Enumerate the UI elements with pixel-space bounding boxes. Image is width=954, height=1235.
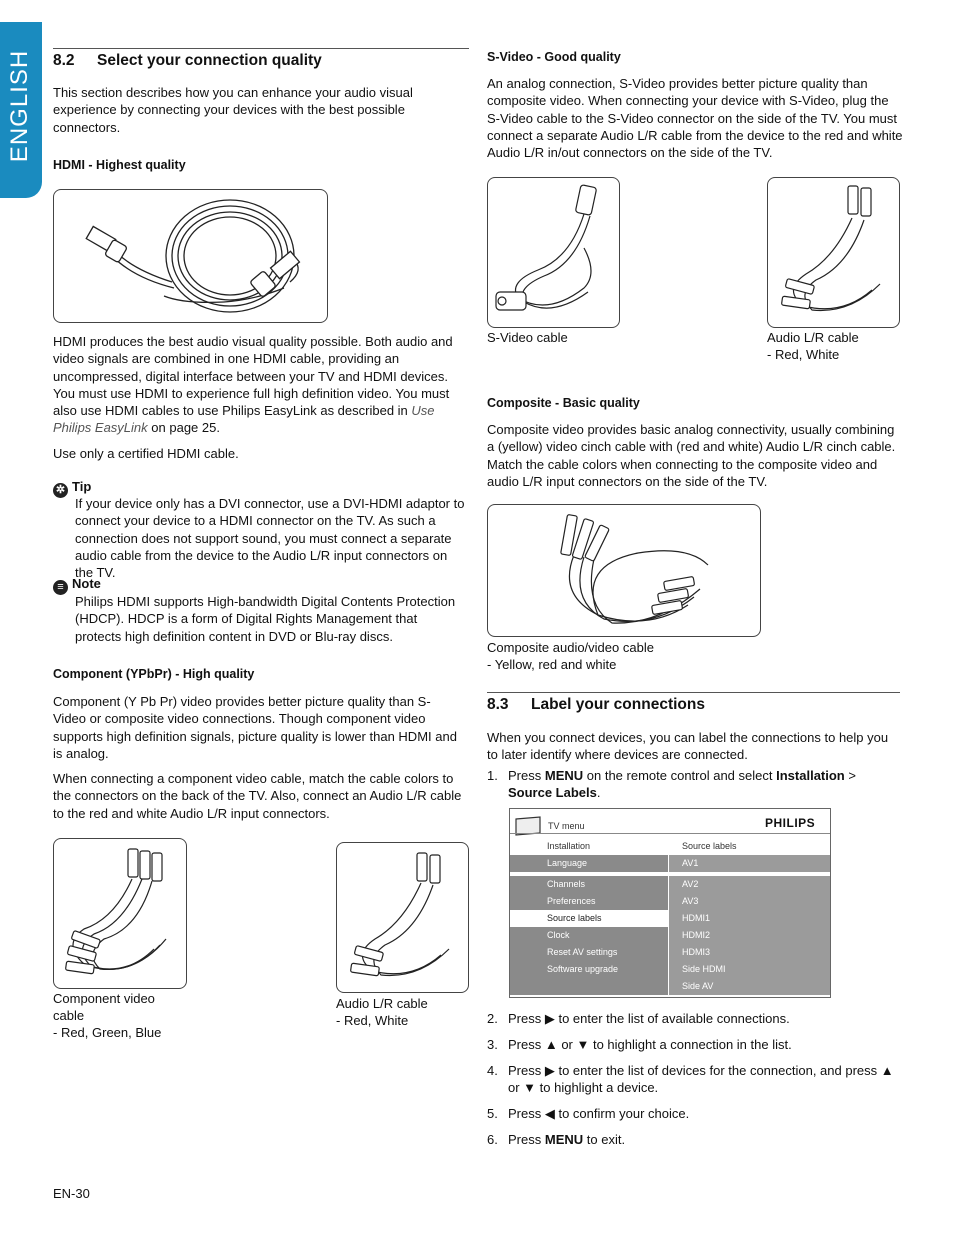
note-icon: ≡ [53,580,68,595]
svideo-heading: S-Video - Good quality [487,50,621,64]
component-caption [53,990,161,1041]
step-2 [487,1010,900,1027]
menu-key: MENU [544,768,584,783]
audio-cable-figure-left [336,842,469,993]
composite-cable-figure [487,504,761,637]
audio-cable-figure-right [767,177,900,328]
tv-menu-row[interactable] [510,944,830,961]
step-3 [487,1036,900,1053]
composite-paragraph: Composite video provides basic analog connectivity, usually combining a (yellow) video cinch cable with (red and white) Audio L/R cinch cable. Match the cable colors when connecting to the composite video and audio L/R input connectors on the side of the TV. [487,422,896,489]
step-1-separator: > [848,768,856,783]
tv-menu-item-label: Language [547,858,588,868]
easylink-reference-link[interactable]: Use Philips EasyLink [53,403,435,436]
note-text: Philips HDMI supports High-bandwidth Digital Contents Protection (HDCP). HDCP is a form of Digital Rights Management that protects high definition content in DVD or Blu-ray discs. [75,594,456,644]
section-number: 8.2 [53,52,75,69]
step-number: 5. [487,1106,498,1121]
page-number: EN-30 [53,1186,90,1201]
svideo-cable-illustration [488,178,619,327]
audio-caption-right [767,329,859,363]
audio-cable-illustration-left [337,843,468,992]
step-1-text-a: Press [508,768,542,783]
audio-caption-right-line-2: - Red, White [767,347,840,362]
tv-menu-row[interactable] [510,961,830,978]
note-label: Note [72,576,101,591]
tip-icon: ✲ [53,483,68,498]
section-rule-8-3 [487,692,900,693]
hdmi-paragraph [53,333,463,437]
tv-menu-col-left: Installation [547,841,591,851]
component-paragraph-2: When connecting a component video cable, match the cable colors to the connectors on the back of the TV. Also, connect an Audio L/R cable to the red and white Audio L/R input connectors. [53,771,462,821]
tv-menu-source-label: HDMI2 [682,930,711,940]
tv-menu-divider [510,833,830,834]
step-1-period: . [596,785,601,800]
section-title: Select your connection quality [97,52,322,69]
composite-caption-line-2: - Yellow, red and white [487,657,617,672]
step-number: 2. [487,1011,498,1026]
hdmi-heading: HDMI - Highest quality [53,158,186,172]
tv-menu-row[interactable] [510,978,830,995]
tv-menu-screenshot [509,808,831,998]
component-caption-line-2: cable [53,1008,85,1023]
component-caption-line-1: Component video [53,991,155,1006]
section-number-8-3: 8.3 [487,696,509,713]
audio-caption-left [336,995,428,1029]
tv-menu-source-label: HDMI1 [682,913,711,923]
step-4 [487,1062,900,1096]
step-1-text-c: on the remote control and select [586,768,773,783]
step-1: 1. Press MENU on the remote control and select Installation > Source Labels. [487,768,856,800]
tv-menu-row[interactable] [510,910,830,927]
composite-caption-line-1: Composite audio/video cable [487,640,654,655]
audio-caption-left-line-2: - Red, White [336,1013,409,1028]
installation-item: Installation [776,768,845,783]
tv-menu-source-label: Side HDMI [682,964,726,974]
certified-hdmi-note: Use only a certified HDMI cable. [53,446,239,461]
step-6-text-a: Press [508,1132,542,1147]
tv-menu-left-cell [510,876,668,893]
step-6-text-c: to exit. [586,1132,626,1147]
tv-menu-item-label: Source labels [547,913,602,923]
tv-menu-source-label: Side AV [682,981,714,991]
tv-menu-source-label: HDMI3 [682,947,711,957]
composite-caption [487,639,654,673]
step-text: Press ▶ to enter the list of available connections. [508,1011,790,1026]
step-number: 3. [487,1037,498,1052]
tv-menu-item-label: Software upgrade [547,964,619,974]
tv-menu-left-cell [510,927,668,944]
tv-menu-source-label: AV2 [682,879,699,889]
audio-caption-left-line-1: Audio L/R cable [336,996,428,1011]
component-cable-illustration [54,839,186,988]
section-title-8-3: Label your connections [531,696,705,713]
section-heading-8-3 [487,696,705,714]
tv-menu-row[interactable] [510,855,830,872]
tv-menu-col-right: Source labels [682,841,737,851]
svideo-cable-figure [487,177,620,328]
audio-caption-right-line-1: Audio L/R cable [767,330,859,345]
composite-heading: Composite - Basic quality [487,396,640,410]
step-text: Press ▲ or ▼ to highlight a connection in the list. [508,1037,792,1052]
tv-menu-item-label: Channels [547,879,586,889]
hdmi-cable-figure [53,189,328,323]
hdmi-paragraph-text: HDMI produces the best audio visual quality possible. Both audio and video signals are combined in one HDMI cable, providing an uncompressed, digital interface between your TV and HDMI devices. You must use HDMI to experience full high definition video. You must also use HDMI cables to use Philips EasyLink as described in [53,334,453,419]
section-heading-8-2 [53,52,322,70]
tip-label: Tip [72,479,92,494]
component-cable-figure [53,838,187,989]
step-6: 6. Press MENU to exit. [487,1132,626,1147]
tv-menu-row[interactable] [510,893,830,910]
tv-menu-item-label: Reset AV settings [547,947,618,957]
step-text: Press ◀ to confirm your choice. [508,1106,690,1121]
intro-paragraph: This section describes how you can enhance your audio visual experience by connecting your devices with the best possible connectors. [53,85,413,135]
tv-menu-source-label: AV1 [682,858,699,868]
hdmi-paragraph-end: on page 25. [151,420,220,436]
step-number: 4. [487,1063,498,1078]
tv-menu-row[interactable] [510,927,830,944]
svideo-caption: S-Video cable [487,330,568,345]
audio-cable-illustration-right [768,178,899,327]
label-intro: When you connect devices, you can label the connections to help you to later identify where devices are connected. [487,730,889,763]
component-caption-line-3: - Red, Green, Blue [53,1025,162,1040]
component-heading: Component (YPbPr) - High quality [53,667,255,681]
section-rule [53,48,469,49]
composite-cable-illustration [488,505,760,636]
tip-text: If your device only has a DVI connector, use a DVI-HDMI adaptor to connect your device to a HDMI connector on the TV. As such a connection does not support sound, you must connect a separate audio cable from the device to the Audio L/R input connectors on the TV. [75,496,465,581]
language-tab-label: ENGLISH [6,49,33,163]
tv-menu-item-label: Clock [547,930,570,940]
language-tab [0,22,42,198]
menu-key-exit: MENU [544,1132,584,1147]
tv-menu-source-label: AV3 [682,896,699,906]
philips-logo: PHILIPS [765,816,816,830]
tv-menu-title: TV menu [548,821,585,831]
tv-menu-left-cell [510,855,668,872]
step-text: Press ▶ to enter the list of devices for the connection, and press ▲ or ▼ to highlight a device. [508,1063,894,1095]
source-labels-item: Source Labels [508,785,597,800]
tv-menu-item-label: Preferences [547,896,596,906]
component-paragraph-1: Component (Y Pb Pr) video provides better picture quality than S-Video or composite video connections. Though component video supports high definition signals, picture quality is lower than HDMI and is analog. [53,694,457,761]
hdmi-cable-illustration [54,190,327,322]
tv-menu-row[interactable] [510,876,830,893]
tv-menu-left-cell [510,978,668,995]
step-5 [487,1105,900,1122]
svideo-paragraph: An analog connection, S-Video provides better picture quality than composite video. When connecting your device with S-Video, plug the S-Video cable to the S-Video connector on the side of the TV. You must connect a separate Audio L/R cable from the device to the red and white Audio L/R in/out connectors on the side of the TV. [487,76,903,161]
